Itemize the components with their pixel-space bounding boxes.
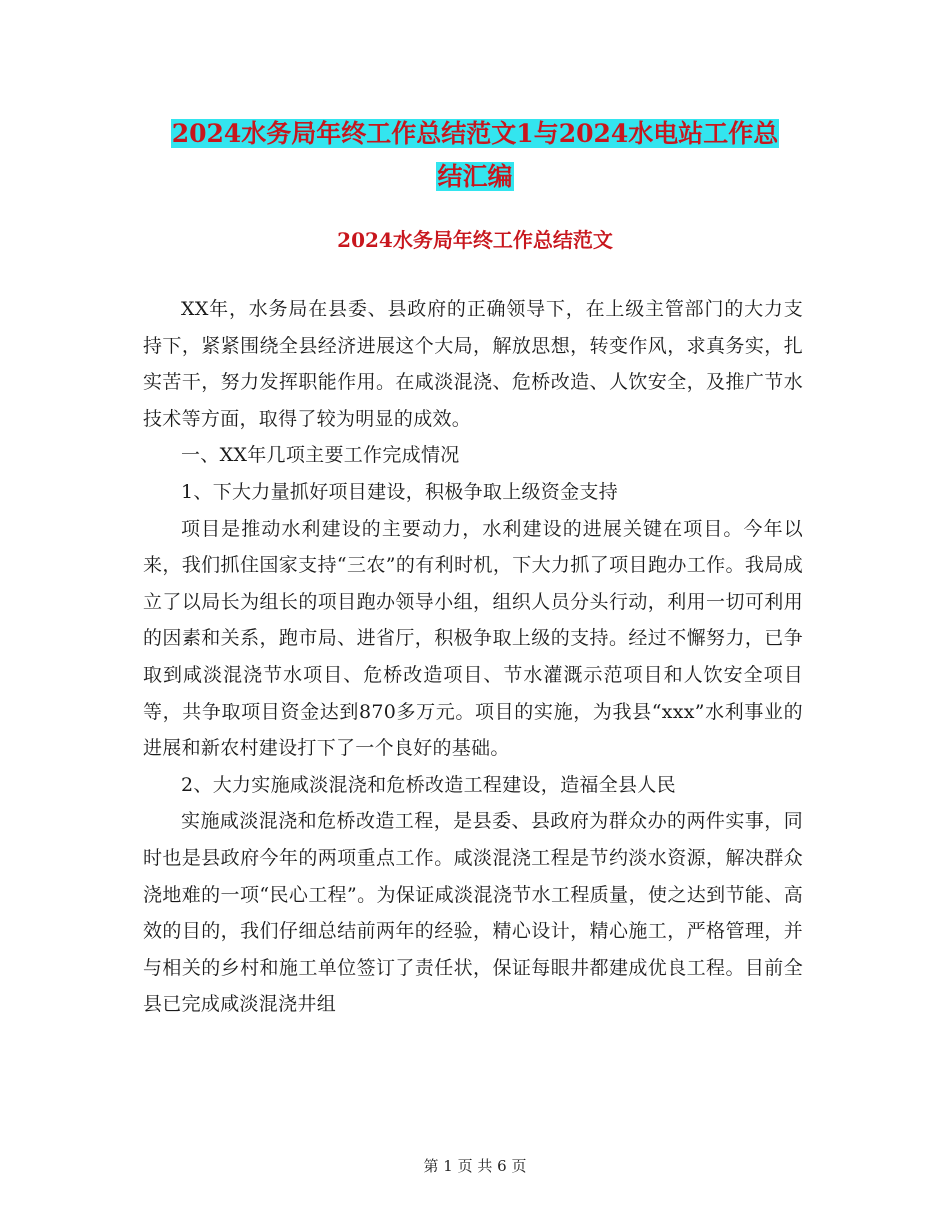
heading-part-one: 一、XX年几项主要工作完成情况 bbox=[181, 444, 460, 467]
title-line-1: 2024水务局年终工作总结范文1与2024水电站工作总 bbox=[171, 119, 779, 148]
section-title: 2024水务局年终工作总结范文 bbox=[337, 228, 613, 252]
subheading-1: 1、下大力量抓好项目建设，积极争取上级资金支持 bbox=[181, 480, 618, 503]
document-body bbox=[143, 291, 803, 1023]
title-line-2: 结汇编 bbox=[437, 162, 513, 191]
page-number: 第 1 页 共 6 页 bbox=[423, 1157, 527, 1175]
paragraph-projects: 项目是推动水利建设的主要动力，水利建设的进展关键在项目。今年以来，我们抓住国家支持“三农”的有利时机，下大力抓了项目跑办工作。我局成立了以局长为组长的项目跑办领导小组，组织人员分头行动，利用一切可利用的因素和关系，跑市局、进省厅，积极争取上级的支持。经过不懈努力，已争取到咸淡混浇节水项目、危桥改造项目、节水灌溉示范项目和人饮安全项目等，共争取项目资金达到870多万元。项目的实施，为我县“xxx”水利事业的进展和新农村建设打下了一个良好的基础。 bbox=[143, 517, 803, 760]
document-title bbox=[0, 112, 950, 198]
subheading-2: 2、大力实施咸淡混浇和危桥改造工程建设，造福全县人民 bbox=[181, 773, 676, 796]
paragraph-intro: XX年，水务局在县委、县政府的正确领导下，在上级主管部门的大力支持下，紧紧围绕全县经济进展这个大局，解放思想，转变作风，求真务实，扎实苦干，努力发挥职能作用。在咸淡混浇、危桥改造、人饮安全，及推广节水技术等方面，取得了较为明显的成效。 bbox=[143, 298, 803, 430]
paragraph-engineering: 实施咸淡混浇和危桥改造工程，是县委、县政府为群众办的两件实事，同时也是县政府今年的两项重点工作。咸淡混浇工程是节约淡水资源，解决群众浇地难的一项“民心工程”。为保证咸淡混浇节水工程质量，使之达到节能、高效的目的，我们仔细总结前两年的经验，精心设计，精心施工，严格管理，并与相关的乡村和施工单位签订了责任状，保证每眼井都建成优良工程。目前全县已完成咸淡混浇井组 bbox=[143, 810, 803, 1016]
